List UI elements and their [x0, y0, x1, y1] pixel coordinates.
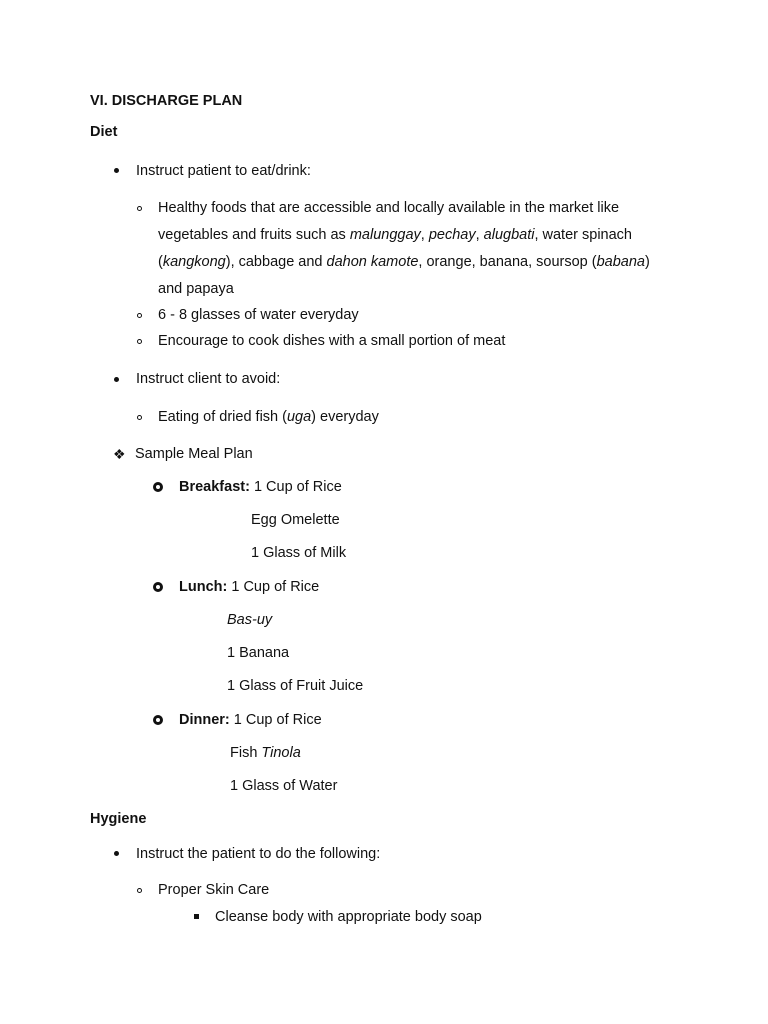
- breakfast-item: 1 Glass of Milk: [251, 545, 347, 561]
- ring-bullet-icon: [153, 482, 163, 492]
- healthy-foods-line4: and papaya: [158, 281, 234, 297]
- ring-bullet-icon: [153, 715, 163, 725]
- cleanse-body: Cleanse body with appropriate body soap: [215, 909, 482, 925]
- circle-bullet-icon: [137, 206, 142, 211]
- dinner-item: 1 Glass of Water: [230, 778, 338, 794]
- healthy-foods-line2: vegetables and fruits such as malunggay, pechay, alugbati, water spinach: [158, 227, 632, 243]
- bullet-icon: [114, 377, 119, 382]
- skin-care: Proper Skin Care: [158, 882, 270, 898]
- lunch-item: 1 Glass of Fruit Juice: [227, 678, 364, 694]
- meal-plan-title: Sample Meal Plan: [135, 446, 253, 462]
- bullet-icon: [114, 168, 119, 173]
- dinner-line: Dinner: 1 Cup of Rice: [179, 712, 322, 728]
- square-bullet-icon: [194, 914, 199, 919]
- ring-bullet-icon: [153, 582, 163, 592]
- lunch-line: Lunch: 1 Cup of Rice: [179, 579, 320, 595]
- healthy-foods-line1: Healthy foods that are accessible and locally available in the market like: [158, 200, 620, 216]
- lunch-item: 1 Banana: [227, 645, 290, 661]
- dinner-item: Fish Tinola: [230, 745, 301, 761]
- avoid-dried-fish: Eating of dried fish (uga) everyday: [158, 409, 379, 425]
- lunch-item: Bas-uy: [227, 612, 273, 628]
- diet-title: Diet: [90, 124, 118, 140]
- healthy-foods-line3: (kangkong), cabbage and dahon kamote, orange, banana, soursop (babana): [158, 254, 650, 270]
- circle-bullet-icon: [137, 888, 142, 893]
- section-heading: VI. DISCHARGE PLAN: [90, 93, 243, 109]
- bullet-icon: [114, 851, 119, 856]
- circle-bullet-icon: [137, 339, 142, 344]
- hygiene-instruct: Instruct the patient to do the following:: [136, 846, 381, 862]
- diamond-bullet-icon: ❖: [113, 446, 126, 462]
- diet-instruct-eat: Instruct patient to eat/drink:: [136, 163, 311, 179]
- meat-portion: Encourage to cook dishes with a small portion of meat: [158, 333, 506, 349]
- breakfast-item: Egg Omelette: [251, 512, 340, 528]
- diet-instruct-avoid: Instruct client to avoid:: [136, 371, 281, 387]
- hygiene-title: Hygiene: [90, 811, 147, 827]
- breakfast-line: Breakfast: 1 Cup of Rice: [179, 479, 342, 495]
- water-intake: 6 - 8 glasses of water everyday: [158, 307, 359, 323]
- circle-bullet-icon: [137, 415, 142, 420]
- circle-bullet-icon: [137, 313, 142, 318]
